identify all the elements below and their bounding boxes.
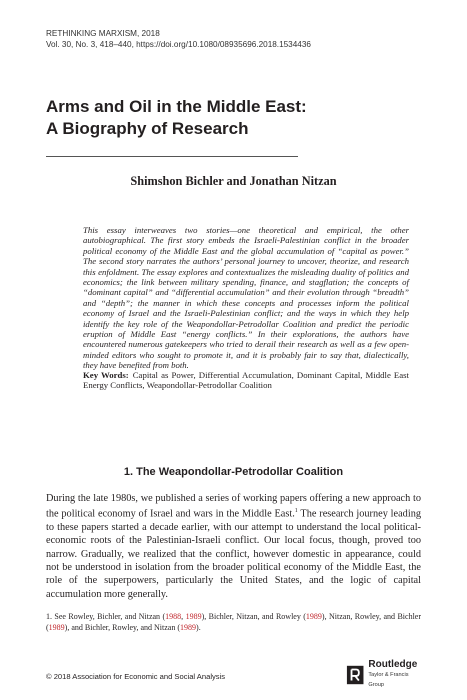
body-paragraph bbox=[46, 492, 421, 601]
title-divider bbox=[46, 156, 298, 157]
journal-header bbox=[46, 28, 311, 50]
footnote-number: 1. bbox=[46, 612, 52, 621]
publisher-subtitle: Taylor & Francis Group bbox=[368, 672, 409, 688]
paragraph-end: The research journey leading to these papers started a decade earlier, with our attempt to understand the local political-economic roots of the Palestinian-Israeli conflict. Our local focus, though, proved too narrow. Gradually, we realized that the conflict, however domestic in appearance, could not be understood in isolation from the broader political economy of the Middle East, the role of the superpowers, particularly the United States, and the logic of capital accumulation more generally. bbox=[46, 508, 421, 600]
footnote-text: , bbox=[181, 612, 186, 621]
paragraph-start: During the late 1980s, we published a series of working papers offering a new approach to the political economy of Israel and wars in the Middle East. bbox=[46, 493, 421, 520]
journal-name: RETHINKING MARXISM, 2018 bbox=[46, 29, 160, 38]
copyright-notice: © 2018 Association for Economic and Social Analysis bbox=[46, 672, 226, 681]
section-heading: 1. The Weapondollar-Petrodollar Coalition bbox=[123, 466, 344, 478]
footnote-text: ), Bichler, Nitzan, and Rowley ( bbox=[201, 612, 306, 621]
journal-citation: Vol. 30, No. 3, 418–440, https://doi.org/10.1080/08935696.2018.1534436 bbox=[46, 40, 311, 49]
reference-link[interactable]: 1989 bbox=[185, 612, 202, 621]
keywords-label: Key Words: bbox=[83, 370, 129, 380]
footnote-text: See Rowley, Bichler, and Nitzan ( bbox=[52, 612, 166, 621]
article-title bbox=[46, 96, 386, 140]
reference-link[interactable]: 1989 bbox=[305, 612, 322, 621]
keywords-text: Capital as Power, Differential Accumulation, Dominant Capital, Middle East Energy Conflicts, Weapondollar-Petrodollar Coalition bbox=[83, 370, 409, 391]
footnote-text: ). bbox=[196, 622, 201, 632]
publisher-name: Routledge bbox=[368, 659, 418, 670]
publisher-wordmark bbox=[368, 660, 421, 690]
abstract: This essay interweaves two stories—one theoretical and empirical, the other autobiographical. The first story embeds the Israeli-Palestinian conflict in the broader political economy of the Middle East and the global accumulation of “capital as power.” The second story narrates the authors’ personal journey to uncover, theorize, and research this enfoldment. The essay explores and contextualizes the misleading duality of politics and economics; the link between military spending, finance, and stagflation; the concepts of “dominant capital” and “differential accumulation” and their evolution through “breadth” and “depth”; the manner in which these concepts and processes inform the political economy of Israel and the Israeli-Palestinian conflict; and the ways in which they help identify the key role of the Weapondollar-Petrodollar Coalition and predict the periodic eruption of Middle East “energy conflicts.” In their explorations, the authors have encountered numerous gatekeepers who tried to derail their research as well as a few open-minded editors who sought to promote it, and it is probably fair to say that, dialectically, they have benefited from both. bbox=[83, 225, 409, 371]
keywords bbox=[83, 370, 409, 391]
article-authors: Shimshon Bichler and Jonathan Nitzan bbox=[130, 174, 337, 188]
footnote-text: ), Nitzan, Rowley, and Bichler ( bbox=[46, 612, 422, 632]
footnote bbox=[46, 612, 421, 634]
reference-link[interactable]: 1989 bbox=[180, 622, 197, 632]
footnote-marker[interactable]: 1 bbox=[294, 508, 298, 515]
publisher-logo[interactable] bbox=[346, 660, 421, 690]
reference-link[interactable]: 1988 bbox=[165, 612, 182, 621]
routledge-logo-icon bbox=[346, 664, 364, 686]
title-line-1: Arms and Oil in the Middle East: bbox=[46, 97, 307, 116]
reference-link[interactable]: 1989 bbox=[48, 622, 65, 632]
footnote-text: ), and Bichler, Rowley, and Nitzan ( bbox=[64, 622, 181, 632]
title-line-2: A Biography of Research bbox=[46, 119, 249, 138]
